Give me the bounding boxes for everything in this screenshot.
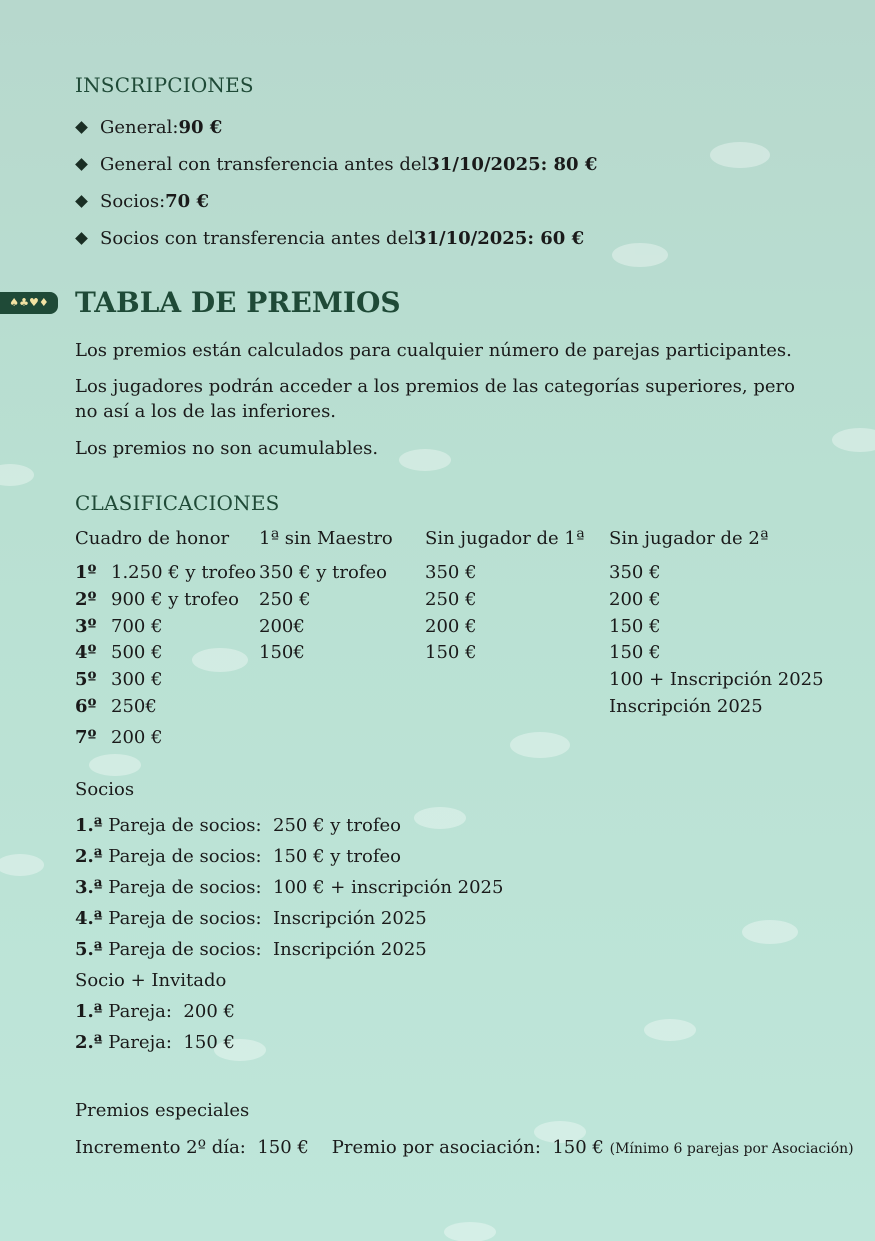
premios-especiales-line: Incremento 2º día: 150 € Premio por asociación: 150 € (Mínimo 6 parejas por Asociación) [75, 1137, 854, 1158]
inscripcion-item: Socios con transferencia antes del 31/10/2025: 60 € [73, 228, 584, 249]
list-item: 2.ª Pareja de socios: 150 € y trofeo [75, 846, 401, 867]
inscripcion-item: Socios: 70 € [73, 191, 209, 212]
column-header-jugador1: Sin jugador de 1ª [425, 528, 585, 549]
card-suits-badge: ♠♣♥♦ [0, 292, 58, 314]
tabla-paragraph-1: Los premios están calculados para cualquier número de parejas participantes. [75, 340, 792, 361]
diamond-bullet-icon [75, 158, 88, 171]
tabla-paragraph-3: Los premios no son acumulables. [75, 438, 379, 459]
list-item: 1.ª Pareja de socios: 250 € y trofeo [75, 815, 401, 836]
list-item: 3.ª Pareja de socios: 100 € + inscripción 2025 [75, 877, 504, 898]
socios-heading: Socios [75, 779, 135, 800]
document-page: INSCRIPCIONES General: 90 € General con transferencia antes del 31/10/2025: 80 € Socios: 70 € Socios con transferencia antes del 31/10/2025: 60 € TABLA DE PREMIOS Los premios están calculados para cualquier número de parejas participantes. Los jugadores podrán acceder a los premios de las categorías superiores, pero no así a los de las inferiores. Los premios no son acumulables. CLASIFICACIONES Cuadro de honor 1ª sin Maestro Sin jugador de 1ª Sin jugador de 2ª 1º 1.250 € y trofeo 350 € y trofeo 350 € 350 € 2º 900 € y trofeo 250 € 250 € 200 € 3º 700 € 200€ 200 € 150 € 4º 500 € 150€ 150 € 150 € 5º 300 € 100 + Inscripción 2025 6º 250€ Inscripción 2025 7º 200 € Socios 1.ª Pareja de socios: 250 € y trofeo 2.ª Pareja de socios: 150 € y trofeo 3.ª Pareja de socios: 100 € + inscripción 2025 4.ª Pareja de socios: Inscripción 2025 5.ª Pareja de socios: Inscripción 2025 Socio + Invitado 1.ª Pareja: 200 € 2.ª Pareja: 150 € Premios especiales Incremento 2º día: 150 € Premio por asociación: 150 € (Mínimo 6 parejas por Asociación) [75, 73, 854, 1158]
socio-invitado-heading: Socio + Invitado [75, 970, 227, 991]
column-header-jugador2: Sin jugador de 2ª [609, 528, 769, 549]
clasificaciones-heading: CLASIFICACIONES [75, 491, 280, 515]
premios-especiales-heading: Premios especiales [75, 1100, 250, 1121]
diamond-bullet-icon [75, 232, 88, 245]
inscripciones-heading: INSCRIPCIONES [75, 73, 254, 97]
list-item: 4.ª Pareja de socios: Inscripción 2025 [75, 908, 427, 929]
list-item: 2.ª Pareja: 150 € [75, 1032, 235, 1053]
inscripcion-item: General: 90 € [73, 117, 222, 138]
list-item: 1.ª Pareja: 200 € [75, 1001, 235, 1022]
column-header-maestro: 1ª sin Maestro [259, 528, 393, 549]
tabla-paragraph-2: Los jugadores podrán acceder a los premios de las categorías superiores, pero no así a los de las inferiores. [75, 376, 795, 422]
column-header-honor: Cuadro de honor [75, 528, 230, 549]
diamond-bullet-icon [75, 195, 88, 208]
inscripcion-item: General con transferencia antes del 31/10/2025: 80 € [73, 154, 597, 175]
list-item: 5.ª Pareja de socios: Inscripción 2025 [75, 939, 427, 960]
tabla-premios-title: TABLA DE PREMIOS [75, 286, 401, 319]
diamond-bullet-icon [75, 121, 88, 134]
